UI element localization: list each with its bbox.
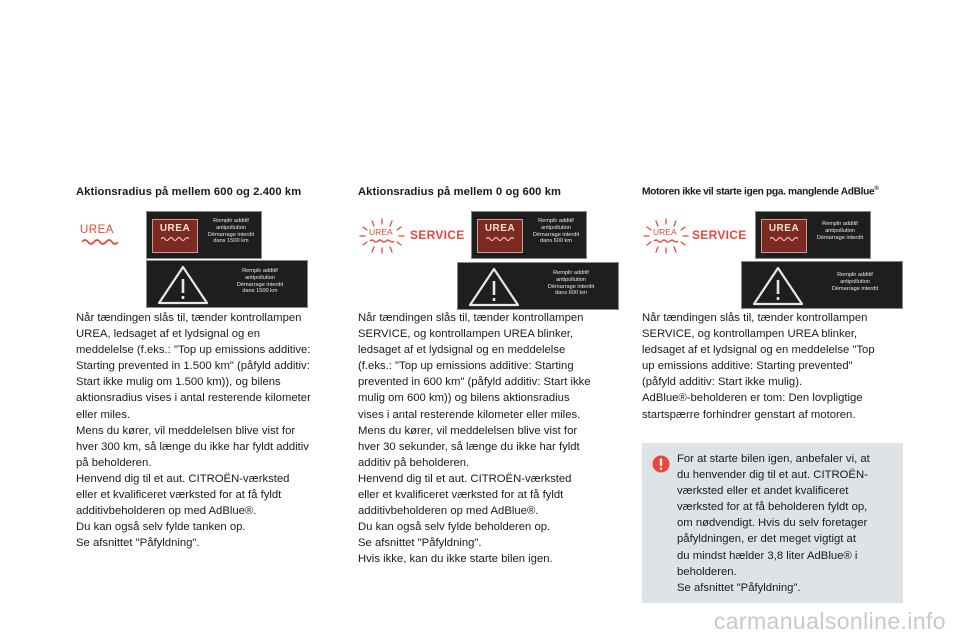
warning-triangle-icon (468, 266, 520, 308)
fluid-wave-icon (82, 238, 118, 246)
section-heading: Aktionsradius på mellem 600 og 2.400 km (76, 186, 302, 198)
important-notice-box (642, 443, 903, 603)
urea-indicator-label: UREA (653, 227, 677, 237)
display-message: Remplir additif antipollution Démarrage interdit (816, 221, 864, 241)
urea-warning-box: UREA (152, 219, 198, 253)
service-indicator: SERVICE (410, 228, 465, 242)
service-indicator: SERVICE (692, 228, 747, 242)
fluid-wave-icon (161, 236, 189, 242)
dashboard-display-large (741, 261, 903, 309)
urea-indicator (80, 224, 120, 250)
section-range-600-2400 (76, 186, 340, 550)
section-heading: Aktionsradius på mellem 0 og 600 km (358, 186, 562, 198)
urea-warning-box: UREA (761, 219, 807, 253)
section-body: Når tændingen slås til, tænder kontrollampen SERVICE, og kontrollampen UREA blinker, ledsaget af et lydsignal og en meddelelse "Top up emissions additive: Starting prevented" (påfyld additiv: Start ikke mulig). AdBlue®-beholderen er tom: Den lovpligtige startspærre forhindrer genstart af motoren. (642, 312, 875, 421)
display-message: Remplir additif antipollution Démarrage interdit dans 1500 km (207, 218, 255, 245)
display-message: Remplir additif antipollution Démarrage interdit dans 1500 km (236, 268, 284, 295)
dashboard-display-small (471, 211, 587, 259)
display-message: Remplir additif antipollution Démarrage interdit dans 600 km (532, 218, 580, 245)
dashboard-display-large (457, 262, 619, 310)
warning-exclamation-icon (652, 455, 670, 473)
urea-blinking-indicator (358, 218, 406, 254)
urea-warning-box: UREA (477, 219, 523, 253)
urea-indicator-label: UREA (369, 227, 393, 237)
watermark: carmanualsonline.info (713, 608, 946, 634)
warning-triangle-icon (157, 264, 209, 306)
display-message: Remplir additif antipollution Démarrage interdit (831, 272, 879, 292)
dashboard-display-small (146, 211, 262, 259)
section-range-0-600 (358, 186, 624, 566)
section-body: Når tændingen slås til, tænder kontrollampen UREA, ledsaget af et lydsignal og en meddelelse (f.eks.: "Top up emissions additive: Starting prevented in 1.500 km" (påfyld additiv: Start ikke mulig om 1.500 km)), og bilens aktionsradius vises i antal resterende kilometer eller miles. Mens du kører, vil meddelelsen blive vist for hver 300 km, så længe du ikke har fyldt additiv på beholderen. Henvend dig til et aut. CITROËN-værksted eller et kvalificeret værksted for at få fyldt additivbeholderen op med AdBlue®. Du kan også selv fylde tanken op. Se afsnittet "Påfyldning". (76, 312, 311, 550)
urea-blinking-indicator (642, 218, 690, 254)
section-body: Når tændingen slås til, tænder kontrollampen SERVICE, og kontrollampen UREA blinker, ledsaget af et lydsignal og en meddelelse (f.eks.: "Top up emissions additive: Starting prevented in 600 km" (påfyld additiv: Start ikke mulig om 600 km)) og bilens aktionsradius vises i antal resterende kilometer eller miles. Mens du kører, vil meddelelsen blive vist for hver 30 sekunder, så længe du ikke har fyldt additiv på beholderen. Henvend dig til et aut. CITROËN-værksted eller et kvalificeret værksted for at få fyldt additivbeholderen op med AdBlue®. Du kan også selv fylde beholderen op. Se afsnittet "Påfyldning". Hvis ikke, kan du ikke starte bilen igen. (358, 312, 591, 566)
urea-indicator-label: UREA (80, 224, 114, 236)
display-message: Remplir additif antipollution Démarrage interdit dans 600 km (547, 270, 595, 297)
fluid-wave-icon (486, 236, 514, 242)
dashboard-display-large (146, 260, 308, 308)
dashboard-display-small (755, 211, 871, 259)
section-no-restart (642, 186, 906, 421)
warning-triangle-icon (752, 265, 804, 307)
fluid-wave-icon (770, 236, 798, 242)
section-heading: Motoren ikke vil starte igen pga. manglende AdBlue® (642, 186, 879, 198)
notice-text: For at starte bilen igen, anbefaler vi, at du henvender dig til et aut. CITROËN- værksted eller et andet kvalificeret værksted for at få beholderen fyldt op, om nødvendigt. Hvis du selv foretager påfyldningen, er det meget vigtigt at du mindst hælder 3,8 liter AdBlue® i beholderen. Se afsnittet "Påfyldning". (677, 453, 870, 594)
